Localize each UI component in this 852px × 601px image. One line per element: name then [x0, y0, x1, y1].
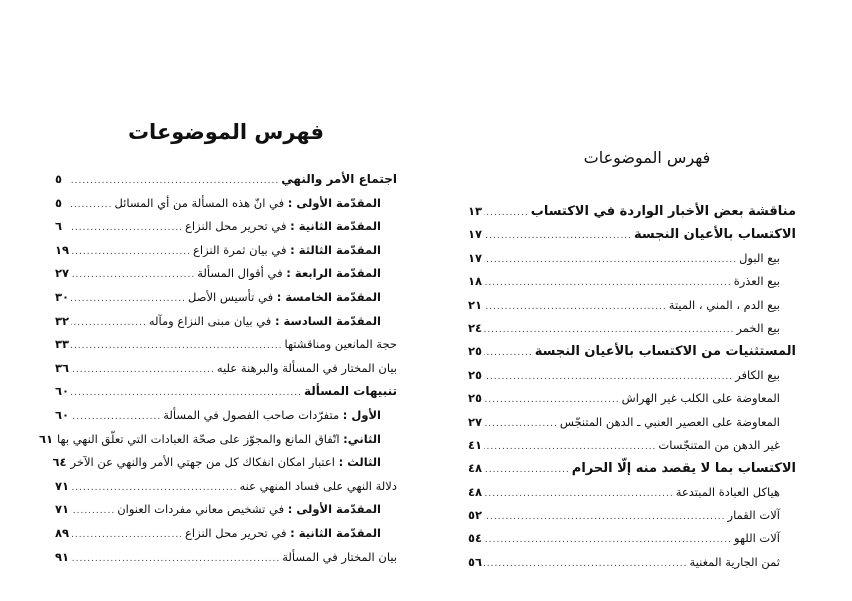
- dot-leader: [71, 270, 195, 280]
- page-number: ٣٠: [55, 289, 70, 304]
- page-number: ١٧: [468, 227, 483, 242]
- entry-text: الاكتساب بالأعيان النجسة: [634, 227, 796, 243]
- dot-leader: [71, 554, 280, 564]
- entry-title: [535, 344, 796, 359]
- dot-leader: [484, 348, 533, 358]
- entry-text: في تشخيص معاني مفردات العنوان: [117, 502, 288, 517]
- page-number: ٦١: [39, 431, 54, 446]
- page-number: ٥٦: [468, 554, 483, 569]
- dot-leader: [484, 535, 732, 545]
- dot-leader: [484, 419, 558, 429]
- entry-title: [282, 550, 397, 564]
- dot-leader: [71, 388, 302, 398]
- toc-entry: [468, 274, 796, 297]
- page-number: ٥: [55, 172, 63, 186]
- entry-lead: المقدّمة الثالثة :: [290, 242, 381, 257]
- entry-lead: الأول :: [342, 407, 381, 422]
- dot-leader: [484, 325, 734, 335]
- page-number: ٤٨: [468, 461, 483, 476]
- entry-title: [117, 502, 381, 516]
- entry-text: المعاوضة على الكلب غير الهراش: [621, 391, 780, 406]
- entry-text: في بيان مبنى النزاع ومآله: [148, 313, 275, 328]
- entry-title: [193, 243, 381, 257]
- page-number: ٩١: [55, 549, 70, 564]
- entry-lead: المقدّمة الثانية :: [290, 219, 381, 234]
- entry-title: [531, 204, 796, 219]
- entry-text: اتّفاق المانع والمجوّز على صحّة العبادات التي تعلّق النهي بها: [57, 431, 344, 446]
- entry-text: بيان المختار في المسألة: [282, 549, 397, 564]
- entry-text: حجة المانعين ومناقشتها: [284, 337, 397, 352]
- entry-lead: الثالث :: [338, 455, 381, 470]
- page-number: ١٩: [55, 242, 70, 257]
- entry-text: المعاوضة على العصير العنبي ـ الدهن المتنجّس: [559, 414, 780, 429]
- page-number: ١٣: [468, 204, 483, 218]
- entry-title: [622, 391, 780, 405]
- toc-entry: [468, 344, 796, 367]
- dot-leader: [484, 208, 529, 218]
- dot-leader: [484, 442, 656, 452]
- toc-entry: [55, 196, 397, 220]
- page-number: ٢٥: [468, 344, 483, 359]
- entry-title: [239, 479, 397, 493]
- entry-title: [185, 526, 381, 540]
- page-title: فهرس الموضوعات: [127, 120, 325, 144]
- toc-entry: [55, 479, 397, 503]
- entry-text: بيع العذرة: [733, 274, 780, 289]
- dot-leader: [484, 278, 732, 288]
- left-page: [39, 120, 397, 573]
- dot-leader: [484, 489, 674, 499]
- entry-title: [188, 290, 381, 304]
- dot-leader: [484, 465, 570, 475]
- entry-text: ثمن الجارية المغنية: [689, 554, 780, 569]
- page-number: ٢٧: [55, 266, 70, 281]
- entry-text: متفرّدات صاحب الفصول في المسألة: [163, 407, 343, 422]
- entry-title: [734, 531, 780, 545]
- page-number: ٨٩: [55, 525, 70, 540]
- toc-entry: [468, 298, 796, 321]
- dot-leader: [71, 223, 183, 233]
- page-number: ٤١: [468, 437, 483, 452]
- entry-lead: المقدّمة الأولى :: [287, 502, 381, 517]
- toc-entry: [55, 337, 397, 361]
- entry-title: [71, 455, 381, 469]
- entry-title: [114, 196, 381, 210]
- entry-lead: المقدّمة الأولى :: [287, 195, 381, 210]
- entry-text: بيع الكافر: [735, 367, 780, 382]
- toc-entry: [55, 172, 397, 196]
- page-number: ٣٢: [55, 313, 70, 328]
- page-number: ٣٦: [55, 360, 70, 375]
- page-number: ٢٧: [468, 414, 483, 429]
- entry-title: [734, 274, 780, 288]
- page-number: ٦٠: [55, 407, 70, 422]
- entry-lead: المقدّمة الخامسة :: [276, 289, 381, 304]
- dot-leader: [484, 372, 733, 382]
- entry-text: في انّ هذه المسألة من أي المسائل: [114, 195, 288, 210]
- toc-list: [468, 204, 796, 578]
- entry-text: تنبيهات المسألة: [303, 384, 397, 399]
- toc-entry: [468, 368, 796, 391]
- toc-entry: [55, 361, 397, 385]
- toc-list: [39, 172, 397, 573]
- entry-title: [676, 485, 780, 499]
- toc-entry: [468, 204, 796, 227]
- toc-entry: [468, 555, 796, 578]
- entry-text: اجتماع الأمر والنهي: [281, 172, 397, 186]
- dot-leader: [71, 483, 237, 493]
- entry-title: [281, 172, 397, 186]
- dot-leader: [71, 294, 186, 304]
- toc-entry: [55, 290, 397, 314]
- toc-entry: [55, 408, 397, 432]
- entry-text: اعتبار امكان انفكاك كل من جهتي الأمر والنهي عن الآخر: [70, 455, 339, 470]
- toc-entry: [55, 502, 397, 526]
- entry-text: غير الدهن من المتنجّسات: [658, 437, 780, 452]
- toc-entry: [468, 391, 796, 414]
- dot-leader: [71, 247, 191, 257]
- entry-title: [728, 508, 780, 522]
- page-number: ٧١: [55, 478, 70, 493]
- dot-leader: [484, 559, 687, 569]
- dot-leader: [484, 231, 632, 241]
- page-number: ٣٣: [55, 337, 70, 352]
- entry-text: المستثنيات من الاكتساب بالأعيان النجسة: [534, 344, 796, 360]
- toc-entry: [55, 314, 397, 338]
- entry-text: دلالة النهي على فساد المنهي عنه: [239, 478, 397, 493]
- toc-entry: [39, 431, 397, 456]
- entry-lead: المقدّمة الثانية :: [290, 525, 381, 540]
- page-number: ٦٤: [52, 455, 67, 470]
- entry-title: [658, 438, 780, 452]
- page-number: ٤٨: [468, 484, 483, 499]
- entry-text: بيع الخمر: [736, 320, 780, 335]
- dot-leader: [484, 395, 620, 405]
- entry-text: آلات القمار: [727, 508, 780, 523]
- entry-text: بيان المختار في المسألة والبرهنة عليه: [216, 360, 397, 375]
- toc-entry: [468, 531, 796, 554]
- dot-leader: [71, 365, 215, 375]
- dot-leader: [71, 530, 183, 540]
- entry-title: [735, 368, 780, 382]
- dot-leader: [71, 200, 112, 210]
- entry-text: مناقشة بعض الأخبار الواردة في الاكتساب: [530, 204, 796, 219]
- entry-title: [669, 298, 780, 312]
- entry-title: [736, 321, 780, 335]
- page-number: ٦: [55, 219, 63, 234]
- entry-title: [163, 408, 381, 422]
- entry-lead: المقدّمة السادسة :: [274, 313, 381, 328]
- toc-entry: [468, 461, 796, 484]
- entry-title: [304, 384, 397, 398]
- toc-entry: [55, 384, 397, 408]
- page-number: ٥: [55, 195, 63, 210]
- entry-title: [284, 337, 397, 351]
- entry-text: بيع الدم ، المني ، الميتة: [668, 297, 780, 312]
- toc-entry: [468, 438, 796, 461]
- toc-entry: [55, 219, 397, 243]
- toc-entry: [55, 526, 397, 550]
- page-number: ٢٥: [468, 391, 483, 406]
- toc-entry: [468, 321, 796, 344]
- entry-text: في بيان ثمرة النزاع: [193, 242, 291, 257]
- page-title: فهرس الموضوعات: [583, 148, 711, 167]
- page-number: ٢٥: [468, 367, 483, 382]
- dot-leader: [484, 512, 725, 522]
- entry-text: بيع البول: [739, 250, 780, 265]
- entry-text: في تأسيس الأصل: [187, 289, 277, 304]
- toc-entry: [468, 251, 796, 274]
- entry-title: [634, 227, 796, 242]
- toc-entry: [468, 508, 796, 531]
- page-number: ١٧: [468, 250, 483, 265]
- toc-entry: [468, 485, 796, 508]
- right-page: [468, 148, 796, 578]
- page-number: ٦٠: [55, 384, 70, 399]
- page-number: ٥٢: [468, 508, 483, 523]
- toc-entry: [468, 415, 796, 438]
- entry-lead: المقدّمة الرابعة :: [286, 266, 381, 281]
- dot-leader: [71, 176, 279, 186]
- entry-text: هياكل العبادة المبتدعة: [675, 484, 780, 499]
- entry-text: في تحرير محل النزاع: [185, 219, 291, 234]
- toc-entry: [468, 227, 796, 250]
- toc-entry: [55, 243, 397, 267]
- entry-title: [57, 432, 381, 446]
- page-number: ٢٤: [468, 320, 483, 335]
- entry-title: [739, 251, 780, 265]
- entry-title: [560, 415, 780, 429]
- entry-lead: الثاني:: [343, 431, 381, 446]
- page-number: ٧١: [55, 502, 70, 517]
- entry-title: [690, 555, 780, 569]
- entry-text: في تحرير محل النزاع: [185, 525, 291, 540]
- dot-leader: [71, 318, 147, 328]
- dot-leader: [484, 302, 667, 312]
- dot-leader: [71, 341, 282, 351]
- toc-entry: [55, 266, 397, 290]
- page-number: ٥٤: [468, 531, 483, 546]
- entry-title: [572, 461, 796, 476]
- entry-text: في أقوال المسألة: [197, 266, 287, 281]
- toc-entry: [52, 455, 397, 479]
- page-number: ٢١: [468, 297, 483, 312]
- dot-leader: [71, 412, 161, 422]
- dot-leader: [484, 255, 737, 265]
- entry-title: [217, 361, 397, 375]
- entry-text: الاكتساب بما لا يقصد منه إلّا الحرام: [571, 461, 796, 477]
- dot-leader: [71, 506, 115, 516]
- entry-title: [185, 219, 381, 233]
- entry-title: [197, 266, 381, 280]
- entry-text: آلات اللهو: [734, 531, 780, 546]
- entry-title: [149, 314, 381, 328]
- toc-entry: [55, 550, 397, 574]
- page-number: ١٨: [468, 274, 483, 289]
